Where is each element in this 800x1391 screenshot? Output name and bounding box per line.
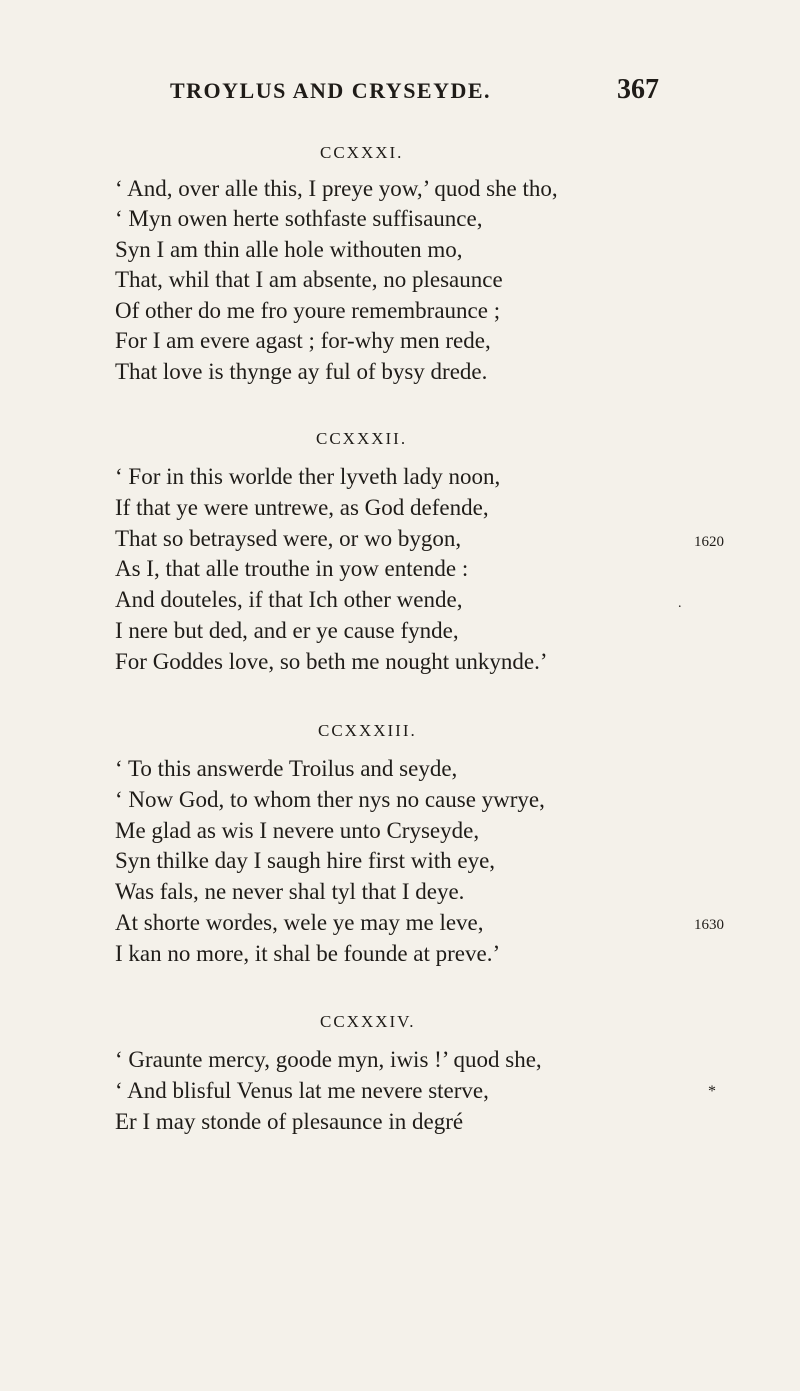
verse-line: And douteles, if that Ich other wende, bbox=[115, 587, 463, 612]
verse-line: I nere but ded, and er ye cause fynde, bbox=[115, 618, 459, 643]
verse-line: At shorte wordes, wele ye may me leve, bbox=[115, 910, 484, 935]
verse-line: Syn thilke day I saugh hire first with eye, bbox=[115, 848, 496, 873]
stanza-number: CCXXXI. bbox=[320, 143, 404, 162]
verse-line: ‘ To this answerde Troilus and seyde, bbox=[115, 756, 458, 781]
verse-line: ‘ For in this worlde ther lyveth lady noon, bbox=[115, 464, 501, 489]
stanza-number: CCXXXII. bbox=[316, 429, 408, 448]
verse-line: Me glad as wis I nevere unto Cryseyde, bbox=[115, 818, 480, 843]
verse-line: Syn I am thin alle hole withouten mo, bbox=[115, 237, 463, 262]
margin-dot: . bbox=[678, 596, 682, 611]
verse-line: I kan no more, it shal be founde at preve.’ bbox=[115, 941, 501, 966]
verse-line: That so betraysed were, or wo bygon, bbox=[115, 526, 462, 551]
verse-line: Er I may stonde of plesaunce in degré bbox=[115, 1109, 464, 1134]
verse-line: If that ye were untrewe, as God defende, bbox=[115, 495, 489, 520]
verse-line: For Goddes love, so beth me nought unkynde.’ bbox=[115, 649, 548, 674]
running-title: TROYLUS AND CRYSEYDE. bbox=[170, 78, 492, 103]
verse-line: Of other do me fro youre remembraunce ; bbox=[115, 298, 501, 323]
verse-line: That love is thynge ay ful of bysy drede. bbox=[115, 359, 488, 384]
verse-line: That, whil that I am absente, no plesaunce bbox=[115, 267, 503, 292]
margin-asterisk: * bbox=[708, 1083, 716, 1100]
verse-line: ‘ Now God, to whom ther nys no cause ywrye, bbox=[115, 787, 545, 812]
verse-line: Was fals, ne never shal tyl that I deye. bbox=[115, 879, 465, 904]
verse-line: ‘ Graunte mercy, goode myn, iwis !’ quod she, bbox=[115, 1047, 542, 1072]
line-number: 1620 bbox=[694, 534, 724, 550]
verse-line: As I, that alle trouthe in yow entende : bbox=[115, 556, 469, 581]
verse-line: ‘ Myn owen herte sothfaste suffisaunce, bbox=[115, 206, 483, 231]
verse-line: For I am evere agast ; for-why men rede, bbox=[115, 328, 491, 353]
stanza-number: CCXXXIV. bbox=[320, 1012, 416, 1031]
verse-line: ‘ And blisful Venus lat me nevere sterve, bbox=[115, 1078, 489, 1103]
line-number: 1630 bbox=[694, 917, 724, 933]
page-number: 367 bbox=[617, 74, 659, 105]
stanza-number: CCXXXIII. bbox=[318, 721, 417, 740]
verse-line: ‘ And, over alle this, I preye yow,’ quod she tho, bbox=[115, 176, 558, 201]
